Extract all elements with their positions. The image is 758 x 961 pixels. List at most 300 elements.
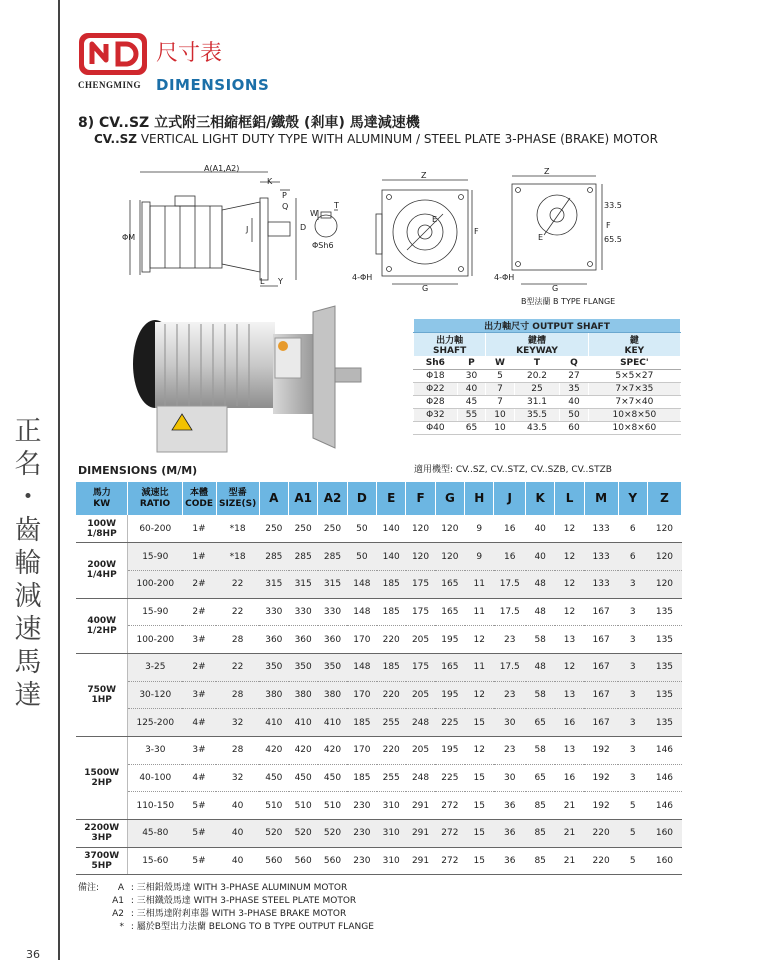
dimensions-cell: 23 bbox=[494, 626, 526, 654]
dimensions-title: DIMENSIONS (M/M) bbox=[78, 464, 198, 477]
power-line: 100W bbox=[87, 518, 117, 529]
note-separator: : bbox=[128, 883, 137, 893]
dimensions-cell: 225 bbox=[435, 709, 464, 737]
shaft-table-cell: 65 bbox=[457, 422, 486, 435]
dimensions-cell: 12 bbox=[465, 626, 494, 654]
note-item bbox=[78, 895, 374, 908]
dimensions-cell: 22 bbox=[216, 653, 259, 681]
label-d1: 33.5 bbox=[604, 201, 622, 210]
dimensions-table-row bbox=[76, 653, 682, 681]
dimensions-cell: 6 bbox=[618, 543, 647, 571]
dimensions-cell: 3 bbox=[618, 737, 647, 765]
dimensions-cell: 148 bbox=[347, 598, 376, 626]
power-line: 1500W bbox=[84, 768, 120, 779]
dimensions-cell: 3# bbox=[182, 737, 216, 765]
label-q: Q bbox=[282, 202, 289, 211]
note-label: 備注: bbox=[78, 883, 100, 893]
dimensions-cell: 40 bbox=[526, 543, 555, 571]
dimensions-cell: 30 bbox=[494, 764, 526, 792]
dimensions-cell: 185 bbox=[377, 598, 406, 626]
label-g: G bbox=[422, 284, 429, 293]
dimensions-cell: 3 bbox=[618, 681, 647, 709]
dimensions-cell: 36 bbox=[494, 792, 526, 820]
shaft-table-cell: 43.5 bbox=[514, 422, 559, 435]
side-title-char: 正 bbox=[14, 416, 42, 447]
dimensions-table-row bbox=[76, 681, 682, 709]
dimensions-cell: 450 bbox=[259, 764, 288, 792]
notes bbox=[78, 882, 374, 934]
dimensions-cell: 22 bbox=[216, 598, 259, 626]
subtitle-text: VERTICAL LIGHT DUTY TYPE WITH ALUMINUM / STEEL PLATE 3-PHASE (BRAKE) MOTOR bbox=[137, 132, 658, 146]
dimensions-column-header: K bbox=[526, 482, 555, 515]
power-line: 750W bbox=[87, 684, 117, 695]
flange-caption: B型法蘭 B TYPE FLANGE bbox=[521, 297, 616, 306]
shaft-column-header: W bbox=[486, 357, 515, 370]
dimensions-cell: 160 bbox=[647, 820, 681, 848]
shaft-table-row bbox=[414, 422, 681, 435]
dimensions-cell: 315 bbox=[259, 570, 288, 598]
dimensions-table-row bbox=[76, 709, 682, 737]
dimensions-cell: 3# bbox=[182, 681, 216, 709]
dimensions-cell: 5 bbox=[618, 847, 647, 875]
dimensions-cell: 60-200 bbox=[128, 515, 182, 543]
shaft-table-cell: Φ28 bbox=[414, 396, 458, 409]
dimensions-cell: 450 bbox=[318, 764, 347, 792]
label-4h-b: 4-ΦH bbox=[494, 273, 515, 282]
dimensions-cell: 3 bbox=[618, 653, 647, 681]
shaft-table-cell: Φ40 bbox=[414, 422, 458, 435]
dimensions-table bbox=[76, 482, 682, 875]
header-cn: 馬力 bbox=[92, 487, 111, 498]
side-title-char: 輪 bbox=[14, 548, 42, 579]
dimensions-cell: 85 bbox=[526, 792, 555, 820]
dimensions-column-header bbox=[216, 482, 259, 515]
dimensions-cell: 315 bbox=[289, 570, 318, 598]
shaft-table-cell: 10×8×50 bbox=[588, 409, 680, 422]
dimensions-cell: 410 bbox=[289, 709, 318, 737]
dimensions-column-header bbox=[76, 482, 128, 515]
dimensions-column-header: J bbox=[494, 482, 526, 515]
dimensions-cell: 330 bbox=[318, 598, 347, 626]
label-y: Y bbox=[278, 277, 283, 286]
power-line: 1/2HP bbox=[86, 625, 117, 636]
note-separator: : bbox=[128, 896, 137, 906]
dimensions-cell: 291 bbox=[406, 792, 435, 820]
dimensions-column-header: A bbox=[259, 482, 288, 515]
note-text: 三相馬達附剎車器 WITH 3-PHASE BRAKE MOTOR bbox=[136, 909, 347, 919]
label-f: F bbox=[474, 227, 479, 236]
power-line: 1/4HP bbox=[86, 570, 117, 581]
header-cn: 減速比 bbox=[141, 487, 169, 498]
dimensions-cell: 135 bbox=[647, 681, 681, 709]
shaft-table-cell: 60 bbox=[560, 422, 589, 435]
dimensions-cell: 3 bbox=[618, 598, 647, 626]
dimensions-cell: 15 bbox=[465, 847, 494, 875]
side-title-char: 名 bbox=[14, 449, 42, 480]
dimensions-column-header: F bbox=[406, 482, 435, 515]
dimensions-cell: 5# bbox=[182, 847, 216, 875]
dimensions-cell: 205 bbox=[406, 681, 435, 709]
dimensions-cell: 510 bbox=[259, 792, 288, 820]
dimensions-cell: 120 bbox=[435, 515, 464, 543]
power-cell bbox=[76, 847, 128, 875]
dimensions-cell: 36 bbox=[494, 847, 526, 875]
keyway-group-header bbox=[486, 333, 589, 357]
dimensions-cell: 192 bbox=[584, 764, 618, 792]
dimensions-column-header: A2 bbox=[318, 482, 347, 515]
side-title-char: 齒 bbox=[14, 515, 42, 546]
keyway-group-en: KEYWAY bbox=[516, 346, 558, 356]
dimensions-cell: 13 bbox=[555, 737, 584, 765]
dimensions-cell: 17.5 bbox=[494, 598, 526, 626]
side-title-char: ・ bbox=[14, 482, 42, 513]
dimensions-cell: 250 bbox=[318, 515, 347, 543]
dimensions-cell: 250 bbox=[259, 515, 288, 543]
front-view-drawing bbox=[376, 180, 472, 284]
keyway-drawing bbox=[315, 210, 338, 237]
dimensions-column-header: Z bbox=[647, 482, 681, 515]
dimensions-cell: 12 bbox=[555, 543, 584, 571]
output-shaft-table bbox=[413, 318, 681, 435]
dimensions-cell: 11 bbox=[465, 653, 494, 681]
dimensions-cell: 12 bbox=[465, 681, 494, 709]
dimensions-cell: 50 bbox=[347, 515, 376, 543]
dimensions-cell: 170 bbox=[347, 626, 376, 654]
power-line: 1/8HP bbox=[86, 528, 117, 539]
dimensions-cell: 146 bbox=[647, 737, 681, 765]
dimensions-cell: 15-90 bbox=[128, 543, 182, 571]
power-cell bbox=[76, 820, 128, 848]
label-e: E bbox=[432, 215, 438, 224]
shaft-table-row bbox=[414, 409, 681, 422]
shaft-group-header bbox=[414, 333, 486, 357]
dimensions-cell: 167 bbox=[584, 598, 618, 626]
side-title-char: 達 bbox=[14, 680, 42, 711]
dimensions-cell: 48 bbox=[526, 598, 555, 626]
dimensions-cell: 40 bbox=[216, 847, 259, 875]
logo-text: CHENGMING bbox=[78, 80, 141, 90]
dimensions-cell: 135 bbox=[647, 598, 681, 626]
note-key: A1 bbox=[112, 896, 124, 906]
dimensions-cell: 272 bbox=[435, 792, 464, 820]
power-line: 3HP bbox=[91, 833, 112, 844]
shaft-applicable-models: 適用機型: CV..SZ, CV..STZ, CV..SZB, CV..STZB bbox=[414, 465, 612, 475]
dimensions-cell: 12 bbox=[555, 653, 584, 681]
dimensions-cell: 185 bbox=[347, 764, 376, 792]
power-cell bbox=[76, 515, 128, 543]
dimensions-cell: 3 bbox=[618, 764, 647, 792]
label-f-b: F bbox=[606, 221, 611, 230]
shaft-table-cell: 25 bbox=[514, 383, 559, 396]
dimensions-cell: 28 bbox=[216, 681, 259, 709]
dimensions-cell: 32 bbox=[216, 764, 259, 792]
dimensions-cell: 248 bbox=[406, 709, 435, 737]
label-sh6: ΦSh6 bbox=[312, 241, 334, 250]
dimensions-cell: 3 bbox=[618, 709, 647, 737]
dimensions-cell: 23 bbox=[494, 681, 526, 709]
dimensions-cell: 58 bbox=[526, 737, 555, 765]
dimensions-cell: 135 bbox=[647, 709, 681, 737]
dimensions-cell: 165 bbox=[435, 598, 464, 626]
dimensions-cell: 11 bbox=[465, 598, 494, 626]
dimensions-cell: 167 bbox=[584, 626, 618, 654]
dimensions-cell: 310 bbox=[377, 792, 406, 820]
dimensions-cell: 15 bbox=[465, 820, 494, 848]
dimensions-cell: 185 bbox=[347, 709, 376, 737]
dimensions-cell: 4# bbox=[182, 764, 216, 792]
dimensions-cell: 175 bbox=[406, 598, 435, 626]
dimensions-cell: 170 bbox=[347, 681, 376, 709]
dimensions-cell: 133 bbox=[584, 570, 618, 598]
dimensions-cell: 160 bbox=[647, 847, 681, 875]
dimensions-cell: 330 bbox=[289, 598, 318, 626]
label-p: P bbox=[282, 191, 287, 200]
label-l: L bbox=[260, 277, 265, 286]
dimensions-cell: 360 bbox=[318, 626, 347, 654]
power-line: 2HP bbox=[91, 778, 112, 789]
dimensions-cell: 510 bbox=[289, 792, 318, 820]
dimensions-cell: 120 bbox=[435, 543, 464, 571]
dimensions-cell: 380 bbox=[318, 681, 347, 709]
dimensions-cell: 310 bbox=[377, 847, 406, 875]
dimensions-cell: 5# bbox=[182, 820, 216, 848]
dimensions-cell: 420 bbox=[259, 737, 288, 765]
dimensions-table-row bbox=[76, 515, 682, 543]
shaft-table-cell: 10×8×60 bbox=[588, 422, 680, 435]
dimensions-cell: 100-200 bbox=[128, 570, 182, 598]
dimensions-cell: 21 bbox=[555, 820, 584, 848]
shaft-group-cn: 出力軸 bbox=[436, 336, 464, 346]
label-4h: 4-ΦH bbox=[352, 273, 373, 282]
dimensions-cell: 120 bbox=[647, 570, 681, 598]
dimensions-cell: 45-80 bbox=[128, 820, 182, 848]
dimensions-cell: 560 bbox=[289, 847, 318, 875]
side-view-drawing bbox=[130, 172, 296, 286]
dimensions-cell: 195 bbox=[435, 681, 464, 709]
dimensions-cell: 120 bbox=[647, 515, 681, 543]
dimensions-cell: 450 bbox=[289, 764, 318, 792]
dimensions-cell: 195 bbox=[435, 737, 464, 765]
dimensions-cell: 167 bbox=[584, 653, 618, 681]
dimensions-cell: 140 bbox=[377, 543, 406, 571]
dimensions-cell: 16 bbox=[494, 515, 526, 543]
dimension-drawings bbox=[120, 160, 640, 310]
dimensions-column-header bbox=[128, 482, 182, 515]
shaft-column-header: T bbox=[514, 357, 559, 370]
note-text: 三相鐵殼馬達 WITH 3-PHASE STEEL PLATE MOTOR bbox=[136, 896, 357, 906]
page-title-en: DIMENSIONS bbox=[156, 76, 270, 94]
shaft-table-cell: 5 bbox=[486, 370, 515, 383]
dimensions-cell: 520 bbox=[318, 820, 347, 848]
shaft-column-header: Sh6 bbox=[414, 357, 458, 370]
dimensions-cell: *18 bbox=[216, 543, 259, 571]
dimensions-cell: 135 bbox=[647, 626, 681, 654]
header-cn: 型番 bbox=[228, 487, 247, 498]
subtitle-model: CV..SZ bbox=[94, 132, 138, 146]
page-title-cn: 尺寸表 bbox=[156, 41, 223, 66]
dimensions-cell: 167 bbox=[584, 681, 618, 709]
shaft-table-cell: 10 bbox=[486, 422, 515, 435]
dimensions-cell: 420 bbox=[289, 737, 318, 765]
header-en: SIZE(S) bbox=[218, 498, 257, 509]
dimensions-cell: 2# bbox=[182, 598, 216, 626]
dimensions-cell: 9 bbox=[465, 543, 494, 571]
power-line: 2200W bbox=[84, 823, 120, 834]
power-cell bbox=[76, 598, 128, 653]
dimensions-cell: 285 bbox=[289, 543, 318, 571]
shaft-column-header: P bbox=[457, 357, 486, 370]
dimensions-column-header: Y bbox=[618, 482, 647, 515]
dimensions-cell: 48 bbox=[526, 653, 555, 681]
note-key: A2 bbox=[112, 909, 124, 919]
side-title bbox=[8, 415, 48, 712]
label-k: K bbox=[267, 177, 273, 186]
dimensions-cell: 40 bbox=[216, 792, 259, 820]
key-group-header bbox=[588, 333, 680, 357]
dimensions-cell: 146 bbox=[647, 792, 681, 820]
dimensions-cell: 380 bbox=[289, 681, 318, 709]
shaft-table-cell: 40 bbox=[560, 396, 589, 409]
dimensions-cell: 230 bbox=[347, 820, 376, 848]
shaft-table-cell: 7 bbox=[486, 396, 515, 409]
dimensions-cell: 165 bbox=[435, 653, 464, 681]
dimensions-table-row bbox=[76, 737, 682, 765]
dimensions-cell: 13 bbox=[555, 681, 584, 709]
shaft-column-headers bbox=[414, 357, 681, 370]
dimensions-cell: 560 bbox=[259, 847, 288, 875]
dimensions-cell: 21 bbox=[555, 792, 584, 820]
dimensions-cell: 15 bbox=[465, 792, 494, 820]
motor-photo bbox=[125, 298, 385, 458]
power-cell bbox=[76, 737, 128, 820]
keyway-group-cn: 鍵槽 bbox=[527, 336, 546, 346]
dimensions-header-row bbox=[76, 482, 682, 515]
dimensions-cell: 220 bbox=[584, 847, 618, 875]
dimensions-cell: 175 bbox=[406, 653, 435, 681]
dimensions-cell: 350 bbox=[259, 653, 288, 681]
shaft-table-cell: 5×5×27 bbox=[588, 370, 680, 383]
dimensions-cell: 110-150 bbox=[128, 792, 182, 820]
key-group-en: KEY bbox=[624, 346, 645, 356]
dimensions-cell: 520 bbox=[259, 820, 288, 848]
dimensions-cell: 120 bbox=[647, 543, 681, 571]
dimensions-cell: 205 bbox=[406, 626, 435, 654]
dimensions-cell: 28 bbox=[216, 626, 259, 654]
dimensions-cell: 350 bbox=[289, 653, 318, 681]
dimensions-cell: 185 bbox=[377, 570, 406, 598]
shaft-table-cell: 35.5 bbox=[514, 409, 559, 422]
dimensions-cell: 32 bbox=[216, 709, 259, 737]
dimensions-cell: 291 bbox=[406, 820, 435, 848]
dimensions-cell: 22 bbox=[216, 570, 259, 598]
shaft-group-en: SHAFT bbox=[432, 346, 467, 356]
label-e-b: E bbox=[538, 233, 544, 242]
dimensions-cell: 4# bbox=[182, 709, 216, 737]
dimensions-cell: 220 bbox=[377, 681, 406, 709]
dimensions-cell: 360 bbox=[289, 626, 318, 654]
dimensions-cell: 16 bbox=[555, 709, 584, 737]
dimensions-cell: 285 bbox=[259, 543, 288, 571]
dimensions-cell: 23 bbox=[494, 737, 526, 765]
dimensions-cell: 16 bbox=[555, 764, 584, 792]
chengming-logo bbox=[78, 32, 148, 76]
shaft-table-caption: 出力軸尺寸 OUTPUT SHAFT bbox=[414, 319, 681, 333]
section-title: 8) CV..SZ 立式附三相縮框鋁/鐵殼 (剎車) 馬達減速機 bbox=[78, 115, 420, 131]
note-key: * bbox=[119, 922, 124, 932]
dimensions-column-header: A1 bbox=[289, 482, 318, 515]
b-flange-drawing bbox=[512, 176, 602, 284]
dimensions-cell: 285 bbox=[318, 543, 347, 571]
dimensions-cell: *18 bbox=[216, 515, 259, 543]
dimensions-cell: 1# bbox=[182, 515, 216, 543]
dimensions-cell: 100-200 bbox=[128, 626, 182, 654]
dimensions-cell: 85 bbox=[526, 820, 555, 848]
side-title-char: 馬 bbox=[14, 647, 42, 678]
dimensions-cell: 30-120 bbox=[128, 681, 182, 709]
label-z-b: Z bbox=[544, 167, 550, 176]
dimensions-table-row bbox=[76, 820, 682, 848]
header-en: RATIO bbox=[139, 498, 171, 509]
dimensions-cell: 350 bbox=[318, 653, 347, 681]
dimensions-column-header: E bbox=[377, 482, 406, 515]
label-a: A(A1,A2) bbox=[204, 164, 240, 173]
dimensions-cell: 255 bbox=[377, 709, 406, 737]
dimensions-cell: 125-200 bbox=[128, 709, 182, 737]
note-item bbox=[78, 882, 374, 895]
dimensions-cell: 410 bbox=[259, 709, 288, 737]
label-j: J bbox=[246, 225, 249, 234]
dimensions-cell: 146 bbox=[647, 764, 681, 792]
shaft-table-cell: 55 bbox=[457, 409, 486, 422]
dimensions-cell: 250 bbox=[289, 515, 318, 543]
dimensions-column-header bbox=[182, 482, 216, 515]
dimensions-cell: 195 bbox=[435, 626, 464, 654]
dimensions-cell: 12 bbox=[555, 598, 584, 626]
dimensions-cell: 230 bbox=[347, 792, 376, 820]
shaft-table-cell: Φ18 bbox=[414, 370, 458, 383]
dimensions-cell: 3# bbox=[182, 626, 216, 654]
dimensions-cell: 1# bbox=[182, 543, 216, 571]
dimensions-cell: 520 bbox=[289, 820, 318, 848]
label-t: T bbox=[334, 201, 339, 210]
label-z: Z bbox=[421, 171, 427, 180]
dimensions-cell: 248 bbox=[406, 764, 435, 792]
dimensions-column-header: D bbox=[347, 482, 376, 515]
note-separator: : bbox=[128, 922, 137, 932]
dimensions-cell: 255 bbox=[377, 764, 406, 792]
note-item bbox=[78, 921, 374, 934]
note-item bbox=[78, 908, 374, 921]
dimensions-cell: 3 bbox=[618, 626, 647, 654]
note-text: 三相鋁殼馬達 WITH 3-PHASE ALUMINUM MOTOR bbox=[136, 883, 348, 893]
dimensions-cell: 40 bbox=[526, 515, 555, 543]
dimensions-cell: 175 bbox=[406, 570, 435, 598]
dimensions-table-row bbox=[76, 626, 682, 654]
dimensions-cell: 17.5 bbox=[494, 570, 526, 598]
dimensions-cell: 510 bbox=[318, 792, 347, 820]
shaft-table-cell: 35 bbox=[560, 383, 589, 396]
note-key: A bbox=[117, 883, 124, 893]
dimensions-cell: 6 bbox=[618, 515, 647, 543]
dimensions-cell: 360 bbox=[259, 626, 288, 654]
dimensions-column-header: M bbox=[584, 482, 618, 515]
shaft-table-row bbox=[414, 370, 681, 383]
dimensions-table-row bbox=[76, 792, 682, 820]
dimensions-cell: 2# bbox=[182, 570, 216, 598]
dimensions-table-row bbox=[76, 764, 682, 792]
dimensions-cell: 272 bbox=[435, 847, 464, 875]
dimensions-cell: 15 bbox=[465, 764, 494, 792]
